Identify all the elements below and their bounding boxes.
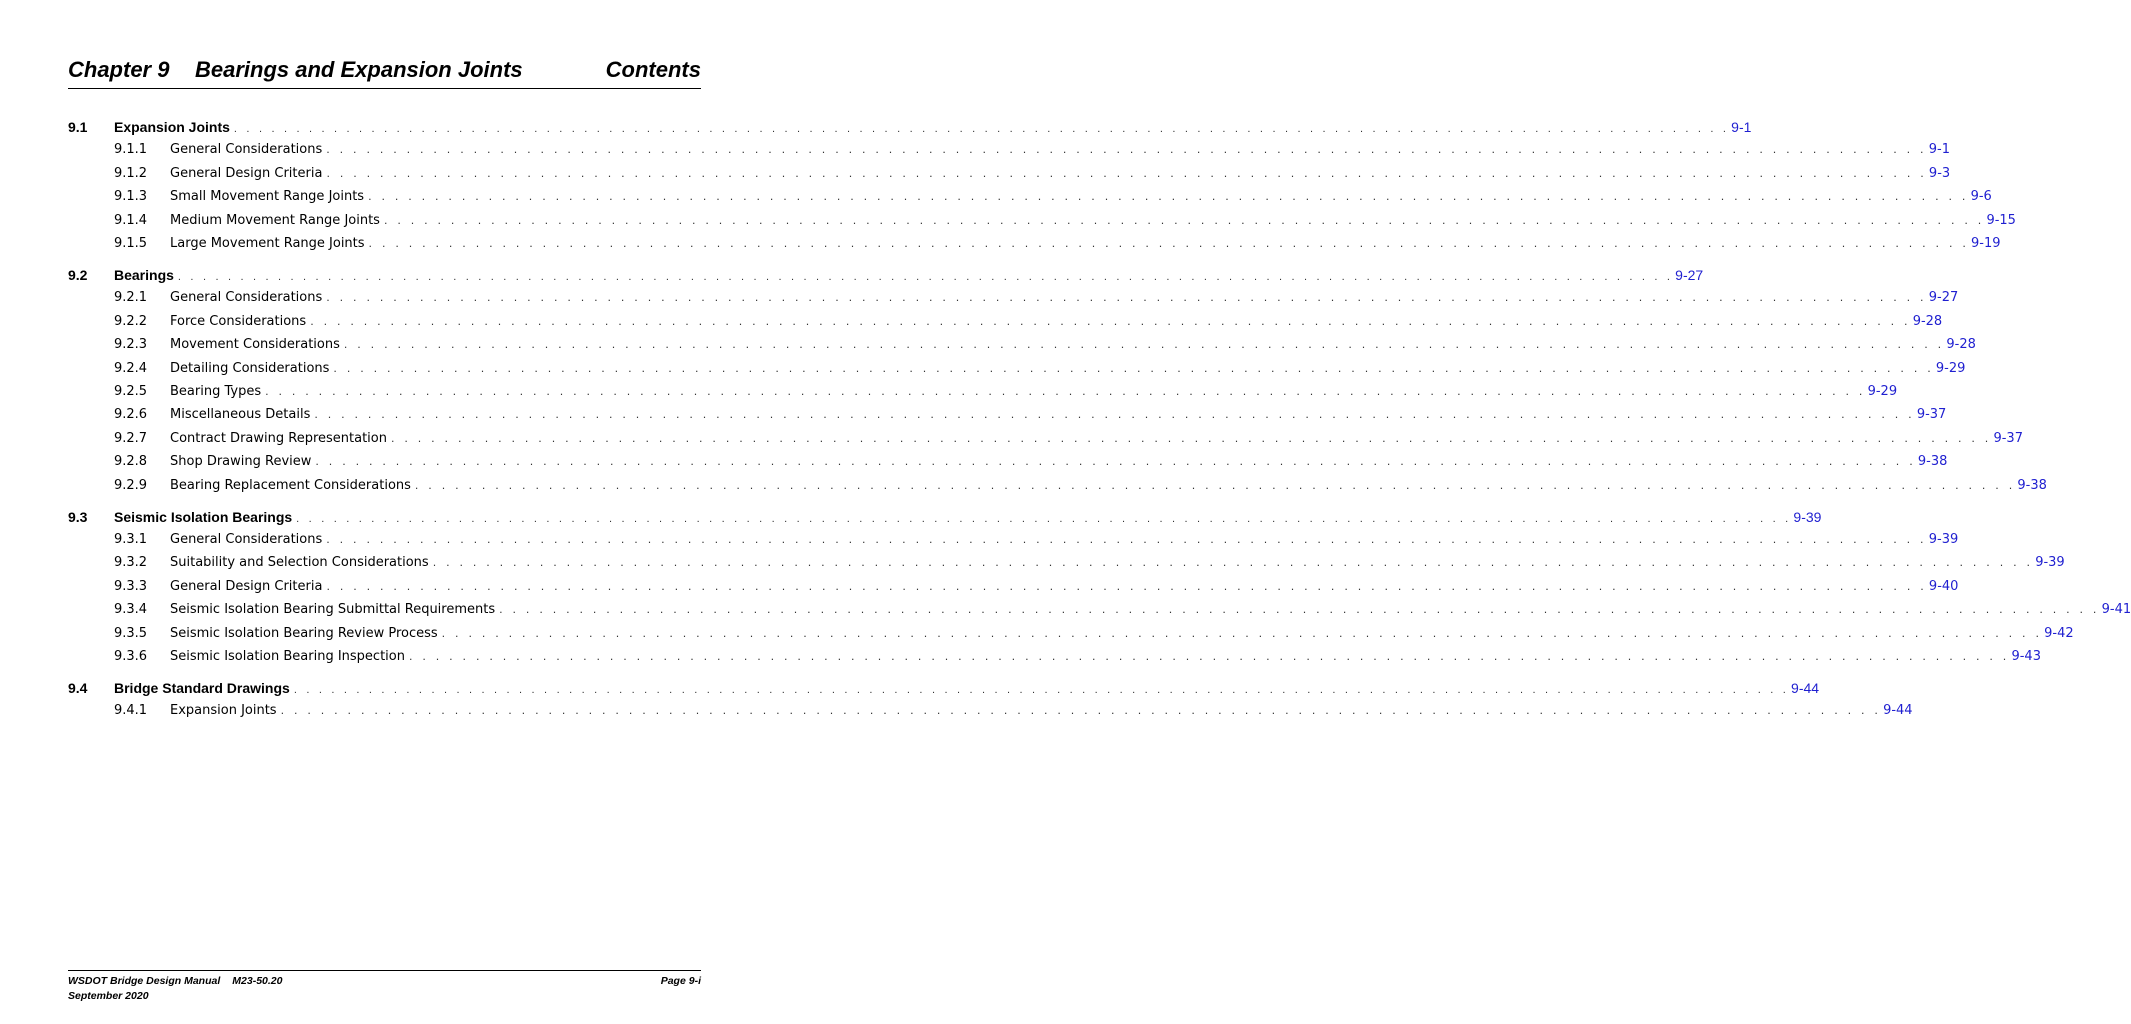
toc-page-link[interactable]: 9-37 (1993, 430, 2023, 446)
toc-entry-title: Detailing Considerations (170, 358, 333, 380)
chapter-header (68, 56, 701, 89)
footer-manual-title: WSDOT Bridge Design Manual (68, 975, 221, 987)
toc-page-link[interactable]: 9-1 (1928, 142, 1950, 158)
toc-entry-number: 9.1.2 (114, 165, 148, 181)
dot-leader: . . . . . . . . . . . . . . . . . . . . . . . . . . . . . . . . . . . . . . . . . . . . . . . . . . . . . . . . . . . . . . . . . . . . . . . . . . . . . . . . . . . . . . . . . . . . . . . . . . . . . . . . . . . . . . . . . . . . . . . . (408, 650, 2010, 663)
toc-subsection-entry[interactable] (0, 163, 1951, 185)
toc-page-link[interactable]: 9-15 (1986, 212, 2016, 228)
toc-page-link[interactable]: 9-44 (1883, 703, 1913, 719)
page-footer (68, 970, 701, 1002)
dot-leader: . . . . . . . . . . . . . . . . . . . . . . . . . . . . . . . . . . . . . . . . . . . . . . . . . . . . . . . . . . . . . . . . . . . . . . . . . . . . . . . . . . . . . . . . . . . . . . . . . . . . . . . . . . . . . . . . . . . . . . . . (414, 478, 2016, 492)
toc-entry-title: Bearings (114, 264, 178, 286)
toc-entry-line (170, 210, 2016, 232)
toc-entry-line (170, 599, 2131, 621)
dot-leader: . . . . . . . . . . . . . . . . . . . . . . . . . . . . . . . . . . . . . . . . . . . . . . . . . . . . . . . . . . . . . . . . . . . . . . . . . . . . . . . . . . . . . . . . . . . . . . . . . . . . . . . . . . . . . . . . . . . . . . . . (314, 408, 1915, 422)
toc-subsection-entry[interactable] (0, 139, 1950, 161)
dot-leader: . . . . . . . . . . . . . . . . . . . . . . . . . . . . . . . . . . . . . . . . . . . . . . . . . . . . . . . . . . . . . . . . . . . . . . . . . . . . . . . . . . . . . . . . . . . . . . . . . . . . . . . . . . . . . . . . . . . . . . . . (326, 533, 1927, 546)
toc-entry-number: 9.3.4 (114, 602, 148, 618)
toc-page-link[interactable]: 9-42 (2044, 625, 2074, 641)
toc-page-link[interactable]: 9-3 (1928, 165, 1951, 181)
toc-section-entry[interactable] (0, 506, 1822, 528)
toc-subsection-entry[interactable] (0, 552, 2065, 574)
toc-subsection-entry[interactable] (0, 381, 1898, 403)
toc-entry-number: 9.1.1 (114, 142, 148, 158)
dot-leader: . . . . . . . . . . . . . . . . . . . . . . . . . . . . . . . . . . . . . . . . . . . . . . . . . . . . . . . . . . . . . . . . . . . . . . . . . . . . . . . . . . . . . . . . . . . . . . . . . . . . . . . . . . . . . . . . . . . . . . . . (326, 579, 1927, 593)
toc-entry-number: 9.2.3 (114, 337, 148, 353)
toc-entry-line (170, 358, 1966, 380)
dot-leader: . . . . . . . . . . . . . . . . . . . . . . . . . . . . . . . . . . . . . . . . . . . . . . . . . . . . . . . . . . . . . . . . . . . . . . . . . . . . . . . . . . . . . . . . . . . . . . . . . . . . . . . . . . . . . . . . . . . . . . . . (296, 512, 1792, 525)
toc-subsection-entry[interactable] (0, 700, 1913, 722)
dot-leader: . . . . . . . . . . . . . . . . . . . . . . . . . . . . . . . . . . . . . . . . . . . . . . . . . . . . . . . . . . . . . . . . . . . . . . . . . . . . . . . . . . . . . . . . . . . . . . . . . . . . . . . . . . . . . . . . . . . . . . . . (432, 556, 2034, 570)
toc-entry-number: 9.3.5 (114, 625, 148, 641)
chapter-title: Bearings and Expansion Joints (195, 57, 523, 82)
toc-entry-number: 9.1.3 (114, 189, 148, 205)
toc-entry-title: Seismic Isolation Bearing Review Process (170, 623, 442, 645)
toc-page-link[interactable]: 9-39 (1928, 532, 1959, 547)
toc-subsection-entry[interactable] (0, 529, 1959, 551)
toc-entry-title: General Considerations (170, 139, 326, 161)
toc-entry-title: Bridge Standard Drawings (114, 677, 294, 699)
toc-entry-number: 9.2.2 (114, 313, 148, 329)
toc-entry-title: Medium Movement Range Joints (170, 210, 384, 232)
toc-subsection-entry[interactable] (0, 404, 1947, 426)
toc-entry-line (170, 623, 2074, 645)
toc-page-link[interactable]: 9-1 (1731, 119, 1752, 135)
toc-subsection-entry[interactable] (0, 623, 2074, 645)
toc-page-link[interactable]: 9-38 (2017, 477, 2047, 493)
toc-page-link[interactable]: 9-43 (2011, 649, 2041, 664)
toc-subsection-entry[interactable] (0, 428, 2023, 450)
toc-entry-title: Shop Drawing Review (170, 451, 315, 473)
toc-entry-title: Expansion Joints (114, 116, 234, 138)
toc-entry-number: 9.4 (68, 680, 88, 696)
toc-entry-number: 9.2.9 (114, 477, 148, 493)
toc-entry-number: 9.3.3 (114, 578, 148, 594)
toc-entry-title: Movement Considerations (170, 334, 344, 356)
dot-leader: . . . . . . . . . . . . . . . . . . . . . . . . . . . . . . . . . . . . . . . . . . . . . . . . . . . . . . . . . . . . . . . . . . . . . . . . . . . . . . . . . . . . . . . . . . . . . . . . . . . . . . . . . . . . . . . . . . . . . . . . (441, 626, 2043, 640)
toc-entry-number: 9.2.8 (114, 454, 148, 470)
dot-leader: . . . . . . . . . . . . . . . . . . . . . . . . . . . . . . . . . . . . . . . . . . . . . . . . . . . . . . . . . . . . . . . . . . . . . . . . . . . . . . . . . . . . . . . . . . . . . . . . . . . . . . . . . . . . . . . . . . . . . . . . (383, 213, 1985, 227)
toc-entry-line (114, 506, 1822, 530)
toc-section-entry[interactable] (0, 677, 1820, 699)
toc-entry-line (170, 186, 1992, 208)
toc-entry-line (170, 287, 1959, 309)
toc-section-entry[interactable] (0, 116, 1752, 138)
dot-leader: . . . . . . . . . . . . . . . . . . . . . . . . . . . . . . . . . . . . . . . . . . . . . . . . . . . . . . . . . . . . . . . . . . . . . . . . . . . . . . . . . . . . . . . . . . . . . . . . . . . . . . . . . . . . . . . . . . . . . . . . (326, 291, 1927, 305)
toc-entry-line (170, 475, 2047, 497)
toc-subsection-entry[interactable] (0, 210, 2016, 232)
footer-date: September 2020 (68, 990, 149, 1002)
dot-leader: . . . . . . . . . . . . . . . . . . . . . . . . . . . . . . . . . . . . . . . . . . . . . . . . . . . . . . . . . . . . . . . . . . . . . . . . . . . . . . . . . . . . . . . . . . . . . . . . . . . . . . . . . . . . . . . . . . . . . . . . (265, 385, 1866, 398)
toc-entry-number: 9.3.1 (114, 532, 148, 547)
toc-entry-title: Large Movement Range Joints (170, 233, 369, 255)
dot-leader: . . . . . . . . . . . . . . . . . . . . . . . . . . . . . . . . . . . . . . . . . . . . . . . . . . . . . . . . . . . . . . . . . . . . . . . . . . . . . . . . . . . . . . . . . . . . . . . . . . . . . . . . . . . . . . . . . . . . . . . . (315, 455, 1916, 469)
toc-page-link[interactable]: 9-28 (1946, 337, 1976, 353)
toc-entry-line (114, 264, 1704, 288)
toc-entry-line (170, 428, 2023, 450)
toc-page-link[interactable]: 9-37 (1916, 407, 1947, 423)
toc-entry-line (170, 163, 1951, 185)
toc-entry-number: 9.3 (68, 508, 88, 525)
toc-page-link[interactable]: 9-38 (1917, 454, 1948, 470)
toc-page-link[interactable]: 9-27 (1928, 290, 1959, 306)
toc-entry-line (170, 451, 1948, 473)
toc-entry-line (170, 700, 1913, 722)
toc-entry-title: Seismic Isolation Bearings (114, 506, 296, 528)
toc-entry-line (114, 116, 1752, 140)
toc-section-entry[interactable] (0, 264, 1704, 286)
toc-subsection-entry[interactable] (0, 576, 1959, 598)
chapter-number: Chapter 9 (68, 57, 170, 82)
toc-subsection-entry[interactable] (0, 233, 2001, 255)
dot-leader: . . . . . . . . . . . . . . . . . . . . . . . . . . . . . . . . . . . . . . . . . . . . . . . . . . . . . . . . . . . . . . . . . . . . . . . . . . . . . . . . . . . . . . . . . . . . . . . . . . . . . . . . . . . . . . . . . . . . . . . . (280, 704, 1882, 718)
toc-entry-line (170, 552, 2065, 574)
toc-entry-number: 9.2.4 (114, 360, 148, 376)
toc-entry-title: General Design Criteria (170, 576, 326, 598)
toc-page-link[interactable]: 9-29 (1867, 384, 1898, 399)
toc-entry-number: 9.1 (68, 119, 88, 135)
toc-entry-line (114, 677, 1820, 701)
footer-manual-line (68, 975, 282, 988)
dot-leader: . . . . . . . . . . . . . . . . . . . . . . . . . . . . . . . . . . . . . . . . . . . . . . . . . . . . . . . . . . . . . . . . . . . . . . . . . . . . . . . . . . . . . . . . . . . . . . . . . . . . . . . . . . . . . . . . . . . . . . . . (293, 684, 1790, 696)
toc-entry-line (170, 404, 1947, 426)
contents-heading: Contents (605, 57, 701, 82)
toc-page-link[interactable]: 9-28 (1912, 313, 1943, 329)
toc-page-link[interactable]: 9-39 (1793, 508, 1822, 525)
dot-leader: . . . . . . . . . . . . . . . . . . . . . . . . . . . . . . . . . . . . . . . . . . . . . . . . . . . . . . . . . . . . . . . . . . . . . . . . . . . . . . . . . . . . . . . . . . . . . . . . . . . . . . . . . . . . . . . . . . . . . . . . (310, 314, 1911, 328)
dot-leader: . . . . . . . . . . . . . . . . . . . . . . . . . . . . . . . . . . . . . . . . . . . . . . . . . . . . . . . . . . . . . . . . . . . . . . . . . . . . . . . . . . . . . . . . . . . . . . . . . . . . . . . . . . . . . . . . . . . . . . . . (177, 271, 1674, 283)
toc-subsection-entry[interactable] (0, 599, 2131, 621)
toc-subsection-entry[interactable] (0, 186, 1992, 208)
dot-leader: . . . . . . . . . . . . . . . . . . . . . . . . . . . . . . . . . . . . . . . . . . . . . . . . . . . . . . . . . . . . . . . . . . . . . . . . . . . . . . . . . . . . . . . . . . . . . . . . . . . . . . . . . . . . . . . . . . . . . . . . (390, 431, 1992, 445)
toc-entry-title: Suitability and Selection Considerations (170, 552, 433, 574)
dot-leader: . . . . . . . . . . . . . . . . . . . . . . . . . . . . . . . . . . . . . . . . . . . . . . . . . . . . . . . . . . . . . . . . . . . . . . . . . . . . . . . . . . . . . . . . . . . . . . . . . . . . . . . . . . . . . . . . . . . . . . . . (343, 338, 1945, 352)
dot-leader: . . . . . . . . . . . . . . . . . . . . . . . . . . . . . . . . . . . . . . . . . . . . . . . . . . . . . . . . . . . . . . . . . . . . . . . . . . . . . . . . . . . . . . . . . . . . . . . . . . . . . . . . . . . . . . . . . . . . . . . . (333, 361, 1934, 375)
toc-subsection-entry[interactable] (0, 475, 2047, 497)
toc-page-link[interactable]: 9-6 (1970, 189, 1992, 205)
dot-leader: . . . . . . . . . . . . . . . . . . . . . . . . . . . . . . . . . . . . . . . . . . . . . . . . . . . . . . . . . . . . . . . . . . . . . . . . . . . . . . . . . . . . . . . . . . . . . . . . . . . . . . . . . . . . . . . . . . . . . . . . (499, 603, 2100, 617)
toc-subsection-entry[interactable] (0, 311, 1943, 333)
toc-entry-title: Bearing Types (170, 381, 265, 403)
toc-subsection-entry[interactable] (0, 287, 1959, 309)
toc-entry-title: General Design Criteria (170, 163, 326, 185)
toc-subsection-entry[interactable] (0, 451, 1948, 473)
dot-leader: . . . . . . . . . . . . . . . . . . . . . . . . . . . . . . . . . . . . . . . . . . . . . . . . . . . . . . . . . . . . . . . . . . . . . . . . . . . . . . . . . . . . . . . . . . . . . . . . . . . . . . . . . . . . . . . . . . . . . . . . (233, 123, 1730, 135)
footer-page-number: Page 9-i (660, 975, 701, 987)
toc-entry-line (170, 139, 1950, 161)
toc-entry-title: General Considerations (170, 529, 326, 551)
toc-entry-title: Seismic Isolation Bearing Inspection (170, 646, 409, 668)
toc-page-link[interactable]: 9-39 (2035, 555, 2065, 571)
toc-subsection-entry[interactable] (0, 358, 1966, 380)
toc-entry-title: Miscellaneous Details (170, 404, 314, 426)
toc-entry-number: 9.2.6 (114, 407, 148, 423)
toc-page-link[interactable]: 9-19 (1971, 236, 2001, 251)
toc-page-link[interactable]: 9-41 (2101, 602, 2131, 618)
toc-subsection-entry[interactable] (0, 334, 1976, 356)
toc-page-link[interactable]: 9-44 (1791, 680, 1820, 696)
toc-entry-number: 9.3.6 (114, 649, 148, 664)
toc-entry-number: 9.3.2 (114, 555, 148, 571)
toc-entry-title: General Considerations (170, 287, 326, 309)
toc-page-link[interactable]: 9-40 (1928, 578, 1959, 594)
toc-entry-line (170, 311, 1943, 333)
toc-entry-title: Contract Drawing Representation (170, 428, 391, 450)
toc-entry-title: Bearing Replacement Considerations (170, 475, 415, 497)
toc-entry-number: 9.2.7 (114, 430, 148, 446)
toc-subsection-entry[interactable] (0, 646, 2041, 668)
toc-entry-number: 9.2 (68, 267, 88, 283)
toc-entry-title: Force Considerations (170, 311, 310, 333)
dot-leader: . . . . . . . . . . . . . . . . . . . . . . . . . . . . . . . . . . . . . . . . . . . . . . . . . . . . . . . . . . . . . . . . . . . . . . . . . . . . . . . . . . . . . . . . . . . . . . . . . . . . . . . . . . . . . . . . . . . . . . . . (326, 143, 1927, 157)
toc-entry-number: 9.1.5 (114, 236, 148, 251)
toc-entry-number: 9.2.5 (114, 384, 148, 399)
toc-entry-title: Expansion Joints (170, 700, 281, 722)
toc-entry-number: 9.1.4 (114, 212, 148, 228)
toc-entry-line (170, 233, 2001, 255)
toc-entry-number: 9.2.1 (114, 290, 148, 306)
toc-entry-number: 9.4.1 (114, 703, 148, 719)
footer-manual-number: M23-50.20 (232, 975, 283, 987)
toc-entry-line (170, 576, 1959, 598)
dot-leader: . . . . . . . . . . . . . . . . . . . . . . . . . . . . . . . . . . . . . . . . . . . . . . . . . . . . . . . . . . . . . . . . . . . . . . . . . . . . . . . . . . . . . . . . . . . . . . . . . . . . . . . . . . . . . . . . . . . . . . . . (368, 190, 1969, 204)
toc-entry-line (170, 529, 1959, 551)
dot-leader: . . . . . . . . . . . . . . . . . . . . . . . . . . . . . . . . . . . . . . . . . . . . . . . . . . . . . . . . . . . . . . . . . . . . . . . . . . . . . . . . . . . . . . . . . . . . . . . . . . . . . . . . . . . . . . . . . . . . . . . . (326, 166, 1927, 180)
toc-entry-title: Small Movement Range Joints (170, 186, 368, 208)
toc-entry-line (170, 381, 1898, 403)
toc-entry-line (170, 334, 1976, 356)
toc-entry-line (170, 646, 2041, 668)
toc-page-link[interactable]: 9-27 (1675, 267, 1704, 283)
toc-entry-title: Seismic Isolation Bearing Submittal Requirements (170, 599, 499, 621)
toc-page-link[interactable]: 9-29 (1935, 360, 1966, 376)
dot-leader: . . . . . . . . . . . . . . . . . . . . . . . . . . . . . . . . . . . . . . . . . . . . . . . . . . . . . . . . . . . . . . . . . . . . . . . . . . . . . . . . . . . . . . . . . . . . . . . . . . . . . . . . . . . . . . . . . . . . . . . . (368, 237, 1970, 250)
